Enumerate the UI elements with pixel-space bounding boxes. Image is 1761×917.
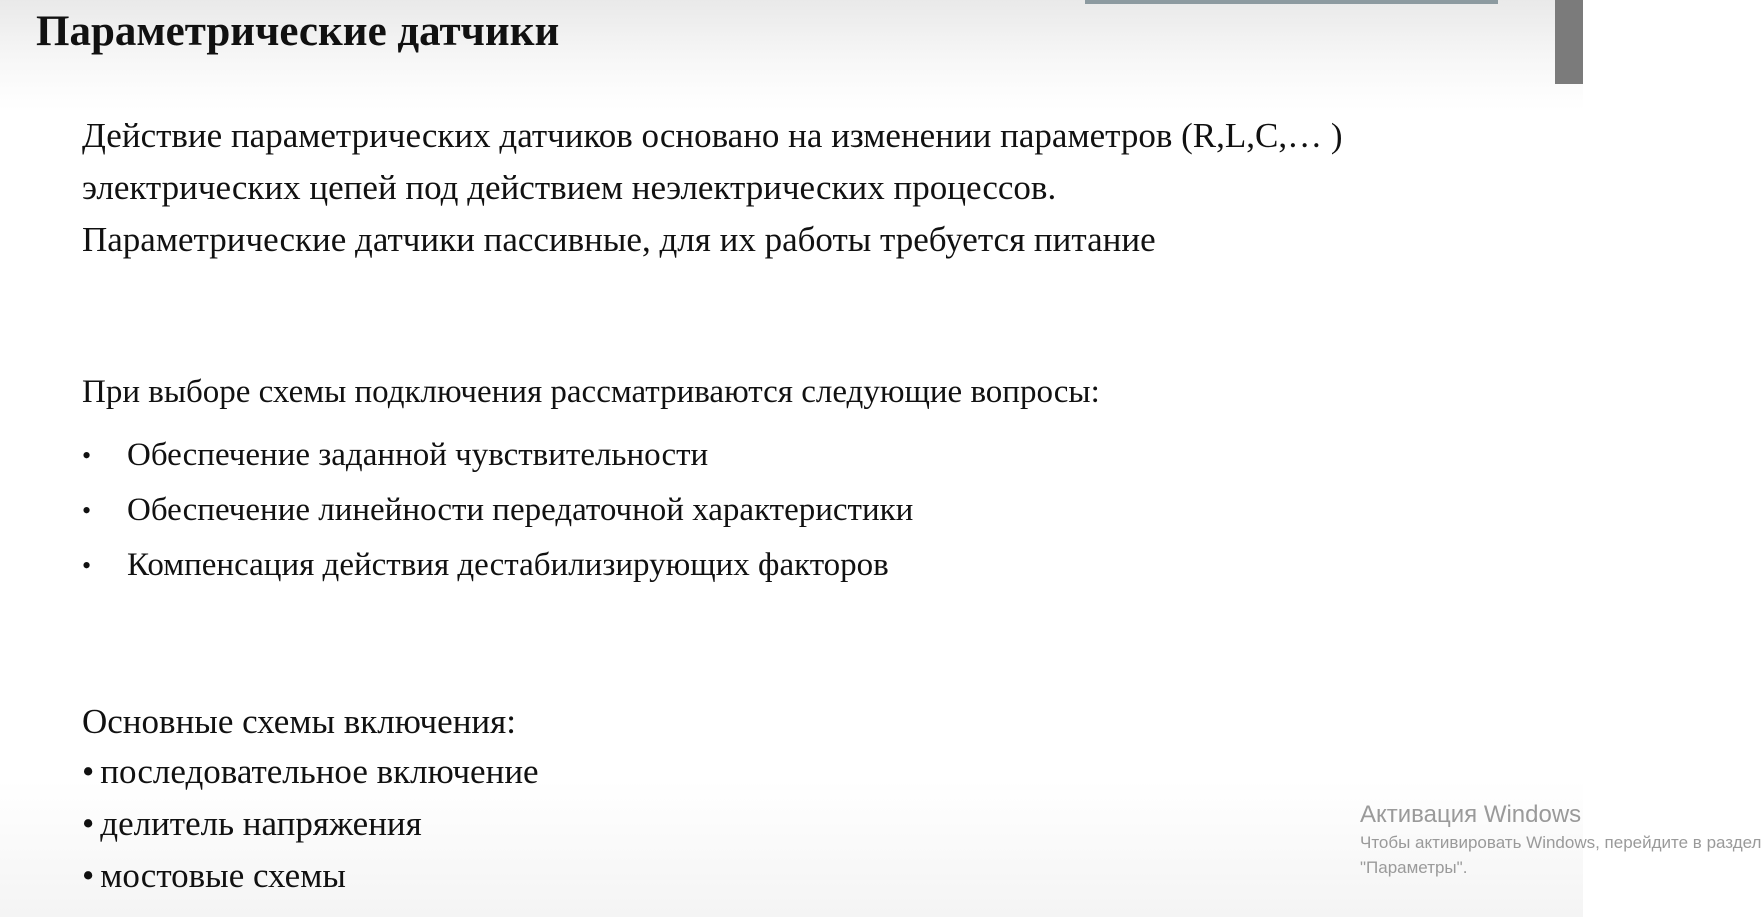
question-text: Компенсация действия дестабилизирующих факторов <box>127 547 889 583</box>
slide-title: Параметрические датчики <box>36 8 560 55</box>
list-item <box>82 747 539 799</box>
intro-paragraph <box>82 110 1542 266</box>
intro-line: электрических цепей под действием неэлектрических процессов. <box>82 168 1057 207</box>
list-item <box>82 851 539 903</box>
bullet-icon: • <box>82 441 92 470</box>
watermark-text: "Параметры". <box>1360 858 1468 877</box>
watermark-text: Чтобы активировать Windows, перейдите в раздел <box>1360 833 1761 852</box>
windows-activation-watermark <box>1360 800 1761 890</box>
scroll-tab[interactable] <box>1555 0 1583 84</box>
bullet-icon: • <box>82 804 95 843</box>
bullet-icon: • <box>82 496 92 525</box>
watermark-title: Активация Windows <box>1360 801 1582 828</box>
top-accent-bar <box>1085 0 1498 4</box>
question-text: Обеспечение линейности передаточной характеристики <box>127 492 914 528</box>
schemes-list <box>82 747 539 903</box>
scheme-text: последовательное включение <box>100 752 539 791</box>
questions-heading: При выборе схемы подключения рассматриваются следующие вопросы: <box>82 374 1100 410</box>
bullet-icon: • <box>82 551 92 580</box>
intro-line: Действие параметрических датчиков основано на изменении параметров (R,L,C,… ) <box>82 116 1343 155</box>
list-item <box>82 799 539 851</box>
question-text: Обеспечение заданной чувствительности <box>127 437 709 473</box>
scheme-text: мостовые схемы <box>100 856 346 895</box>
bullet-icon: • <box>82 856 95 895</box>
schemes-heading: Основные схемы включения: <box>82 702 516 741</box>
bullet-icon: • <box>82 752 95 791</box>
intro-line: Параметрические датчики пассивные, для их работы требуется питание <box>82 220 1156 259</box>
scheme-text: делитель напряжения <box>100 804 422 843</box>
